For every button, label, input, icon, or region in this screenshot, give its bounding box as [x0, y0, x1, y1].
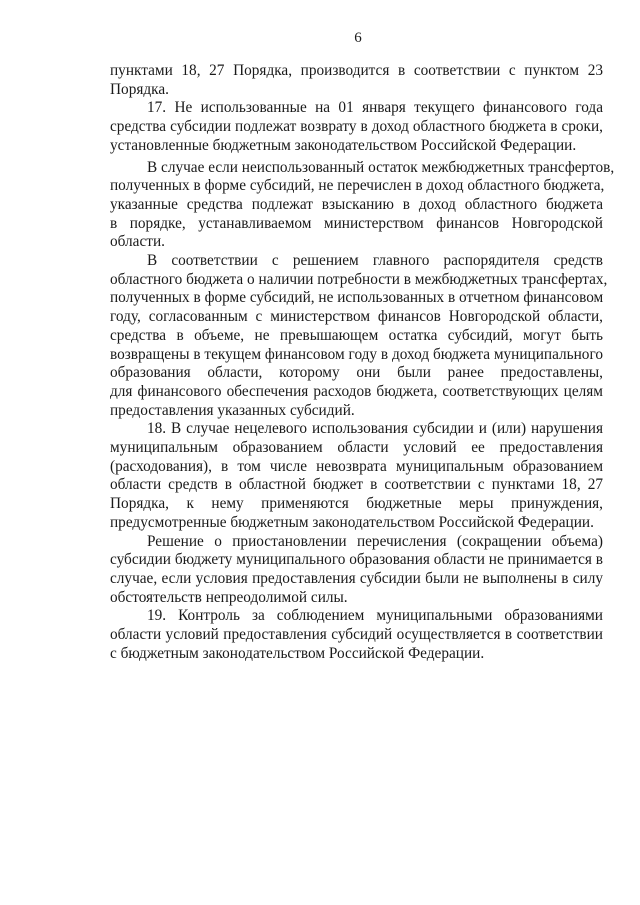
- paragraph-item-18: [110, 420, 603, 532]
- text-line: обстоятельств непреодолимой силы.: [110, 588, 348, 606]
- text-line: полученных в форме субсидий, не перечислен в доход областного бюджета,: [110, 177, 605, 195]
- text-line: Порядка, к нему применяются бюджетные меры принуждения,: [110, 495, 603, 513]
- paragraph-suspension-decision: [110, 533, 603, 608]
- paragraph-return-of-funds: [110, 252, 608, 420]
- page-number: 6: [354, 30, 362, 46]
- text-line: области средств в областной бюджет в соответствии с пунктами 18, 27: [110, 476, 603, 494]
- text-line: возвращены в текущем финансовом году в доход бюджета муниципального: [110, 345, 603, 363]
- text-line: пунктами 18, 27 Порядка, производится в соответствии с пунктом 23: [110, 62, 603, 79]
- paragraph-unused-remainder: [110, 158, 615, 253]
- text-line: (расходования), в том числе невозврата муниципальным образованием: [110, 457, 603, 475]
- text-line: 18. В случае нецелевого использования субсидии и (или) нарушения: [147, 420, 603, 438]
- text-line: случае, если условия предоставления субсидии были не выполнены в силу: [110, 569, 603, 587]
- text-line: 19. Контроль за соблюдением муниципальными образованиями: [147, 607, 603, 625]
- text-line: муниципальным образованием области условий ее предоставления: [110, 439, 603, 457]
- paragraph-continuation-16: [110, 62, 603, 99]
- text-line: В соответствии с решением главного распорядителя средств: [147, 252, 603, 270]
- text-line: 17. Не использованные на 01 января текущего финансового года: [147, 99, 603, 117]
- text-line: предоставления указанных субсидий.: [110, 401, 355, 419]
- paragraph-item-19: [110, 607, 603, 663]
- text-line: с бюджетным законодательством Российской Федерации.: [110, 644, 485, 662]
- text-line: году, согласованным с министерством финансов Новгородской области,: [110, 308, 603, 326]
- text-line: средства субсидии подлежат возврату в доход областного бюджета в сроки,: [110, 118, 603, 136]
- text-line: средства в объеме, не превышающем остатка субсидий, могут быть: [110, 326, 603, 344]
- text-line: области условий предоставления субсидий осуществляется в соответствии: [110, 626, 603, 644]
- text-line: полученных в форме субсидий, не использованных в отчетном финансовом: [110, 289, 604, 307]
- text-line: указанные средства подлежат взысканию в доход областного бюджета: [110, 195, 603, 213]
- text-line: в порядке, устанавливаемом министерством финансов Новгородской: [110, 214, 603, 232]
- text-line: субсидии бюджету муниципального образования области не принимается в: [110, 551, 603, 569]
- text-line: областного бюджета о наличии потребности в межбюджетных трансфертах,: [110, 270, 608, 288]
- text-line: установленные бюджетным законодательством Российской Федерации.: [110, 136, 577, 154]
- document-body: [110, 62, 615, 664]
- text-line: предусмотренные бюджетным законодательством Российской Федерации.: [110, 513, 594, 531]
- text-line: Решение о приостановлении перечисления (сокращении объема): [147, 532, 603, 550]
- text-line: образования области, которому они были ранее предоставлены,: [110, 364, 603, 382]
- paragraph-item-17: [110, 99, 603, 155]
- text-line: области.: [110, 233, 165, 251]
- text-line: для финансового обеспечения расходов бюджета, соответствующих целям: [110, 382, 603, 400]
- text-line: В случае если неиспользованный остаток межбюджетных трансфертов,: [147, 158, 615, 176]
- text-line: Порядка.: [110, 80, 169, 98]
